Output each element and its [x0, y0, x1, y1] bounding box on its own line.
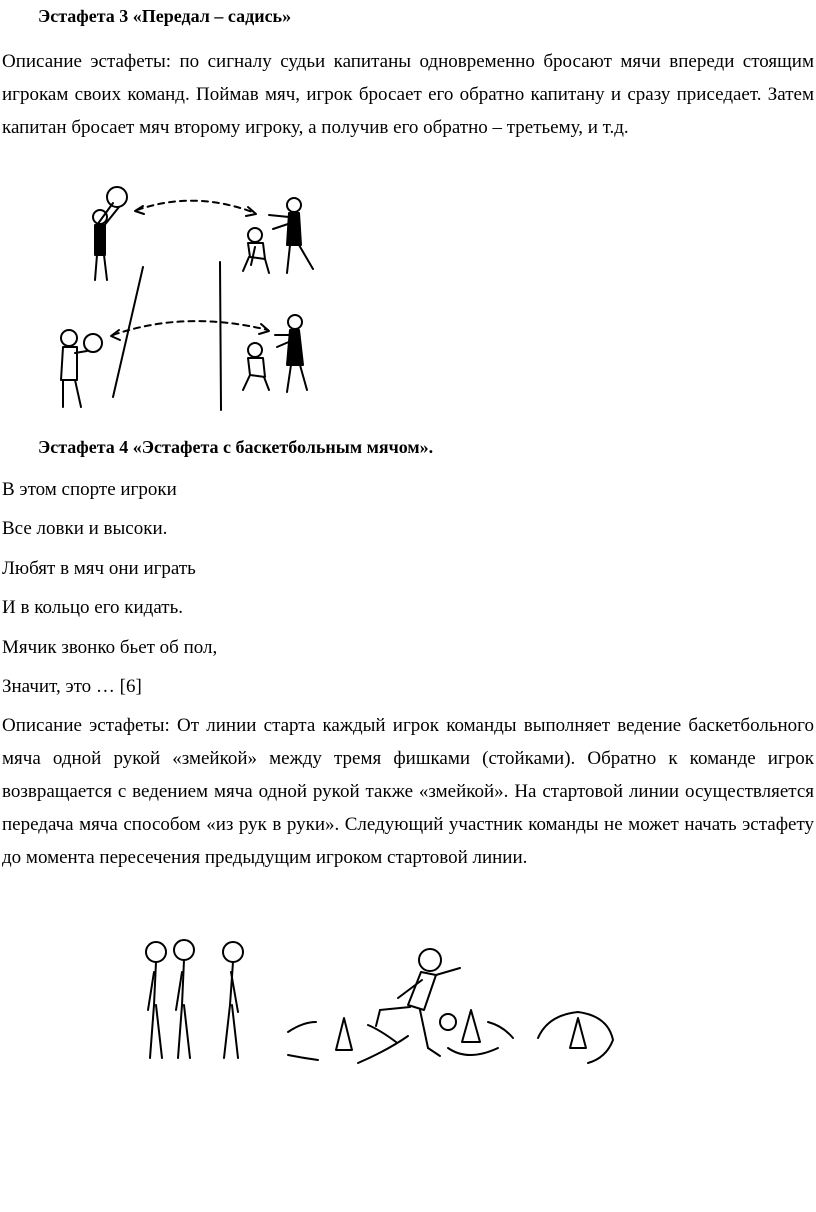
player-standing-top	[269, 198, 313, 273]
poem-line-1: В этом спорте игроки	[2, 479, 177, 500]
pass-arrow-bottom	[113, 321, 268, 335]
slalom-arrow-5	[448, 1048, 498, 1055]
relay-3-illustration	[55, 185, 345, 415]
poem-line-5: Мячик звонко бьет об пол,	[2, 637, 218, 658]
player-standing-bottom	[275, 315, 307, 392]
waiting-player-2	[174, 940, 194, 1058]
player-crouching-bottom	[243, 343, 269, 390]
cone-1	[336, 1018, 352, 1050]
team-line-2	[220, 262, 221, 410]
dribbling-player	[376, 949, 460, 1056]
pass-arrow-top	[137, 201, 255, 213]
player-crouching-top	[243, 228, 269, 273]
captain-figure-bottom	[61, 330, 102, 407]
cone-2	[462, 1010, 480, 1042]
slalom-arrow-1	[288, 1022, 316, 1032]
slalom-arrow-4	[358, 1036, 408, 1063]
relay-4-title: Эстафета 4 «Эстафета с баскетбольным мячом».	[38, 437, 434, 457]
relay-4-description: Описание эстафеты: От линии старта каждый игрок команды выполняет ведение баскетбольного мяча одной рукой «змейкой» между тремя фишками (стойками). Обратно к команде игрок возвращается с ведением мяча одной рукой также «змейкой». На стартовой линии осуществляется передача мяча способом «из рук в руки». Следующий участник команды не может начать эстафету до момента пересечения предыдущим игроком стартовой линии.	[2, 715, 814, 868]
waiting-player-3	[223, 942, 243, 1058]
relay-4-illustration	[118, 930, 618, 1070]
waiting-player-1	[146, 942, 166, 1058]
captain-figure-top	[93, 187, 127, 280]
poem-line-3: Любят в мяч они играть	[2, 558, 196, 579]
relay-3-title: Эстафета 3 «Передал – садись»	[38, 6, 292, 26]
poem-line-2: Все ловки и высоки.	[2, 518, 168, 539]
slalom-arrow-2	[368, 1025, 396, 1042]
cone-3	[570, 1018, 586, 1048]
poem-line-6: Значит, это … [6]	[2, 676, 142, 697]
relay-3-description: Описание эстафеты: по сигналу судьи капитаны одновременно бросают мячи впереди стоящим игрокам своих команд. Поймав мяч, игрок бросает его обратно капитану и сразу приседает. Затем капитан бросает мяч второму игроку, а получив его обратно – третьему, и т.д.	[2, 51, 814, 138]
basketball	[440, 1014, 456, 1030]
slalom-arrow-3	[288, 1055, 318, 1060]
slalom-arrow-6	[488, 1022, 513, 1038]
poem-line-4: И в кольцо его кидать.	[2, 597, 184, 618]
